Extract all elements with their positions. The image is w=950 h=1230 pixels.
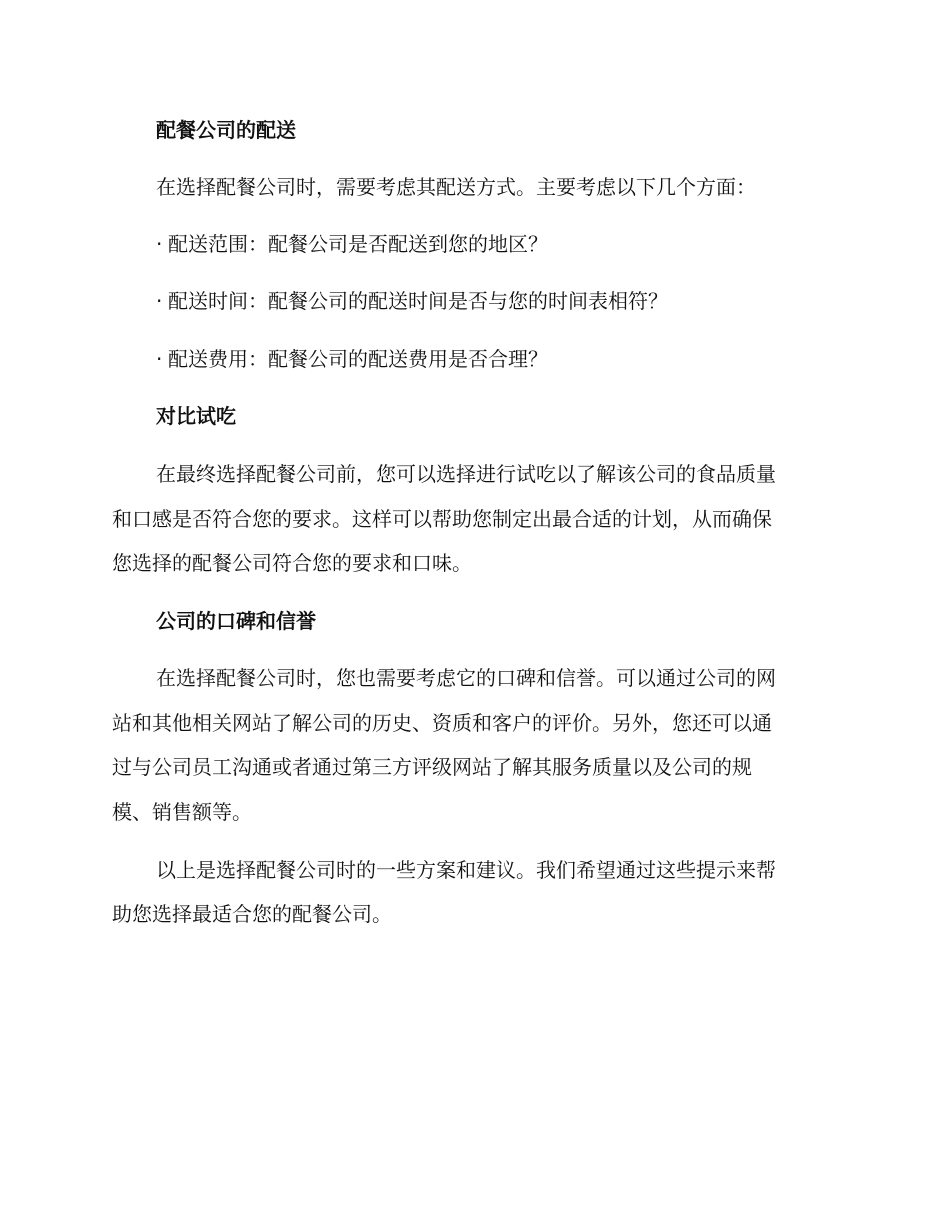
bullet-dot: ·	[156, 289, 163, 313]
bullet-text: 配送范围：配餐公司是否配送到您的地区？	[168, 232, 548, 256]
bullet-dot: ·	[156, 347, 163, 371]
section-heading-delivery: 配餐公司的配送	[156, 118, 296, 142]
paragraph-line: 助您选择最适合您的配餐公司。	[112, 902, 392, 926]
bullet-item	[156, 287, 668, 315]
paragraph-delivery-intro: 在选择配餐公司时，需要考虑其配送方式。主要考虑以下几个方面：	[156, 175, 756, 199]
paragraph-line: 在选择配餐公司时，您也需要考虑它的口碑和信誉。可以通过公司的网	[156, 666, 776, 690]
section-heading-tasting: 对比试吃	[156, 404, 236, 428]
paragraph-line: 和口感是否符合您的要求。这样可以帮助您制定出最合适的计划，从而确保	[112, 507, 772, 531]
section-heading-reputation: 公司的口碑和信誉	[156, 609, 316, 633]
paragraph-line: 以上是选择配餐公司时的一些方案和建议。我们希望通过这些提示来帮	[156, 858, 776, 882]
bullet-item	[156, 230, 548, 258]
bullet-item	[156, 345, 548, 373]
paragraph-line: 站和其他相关网站了解公司的历史、资质和客户的评价。另外，您还可以通	[112, 711, 772, 735]
paragraph-line: 模、销售额等。	[112, 800, 252, 824]
bullet-dot: ·	[156, 232, 163, 256]
bullet-text: 配送时间：配餐公司的配送时间是否与您的时间表相符？	[168, 289, 668, 313]
bullet-text: 配送费用：配餐公司的配送费用是否合理？	[168, 347, 548, 371]
paragraph-line: 您选择的配餐公司符合您的要求和口味。	[112, 551, 472, 575]
paragraph-line: 在最终选择配餐公司前，您可以选择进行试吃以了解该公司的食品质量	[156, 462, 776, 486]
paragraph-line: 过与公司员工沟通或者通过第三方评级网站了解其服务质量以及公司的规	[112, 755, 752, 779]
